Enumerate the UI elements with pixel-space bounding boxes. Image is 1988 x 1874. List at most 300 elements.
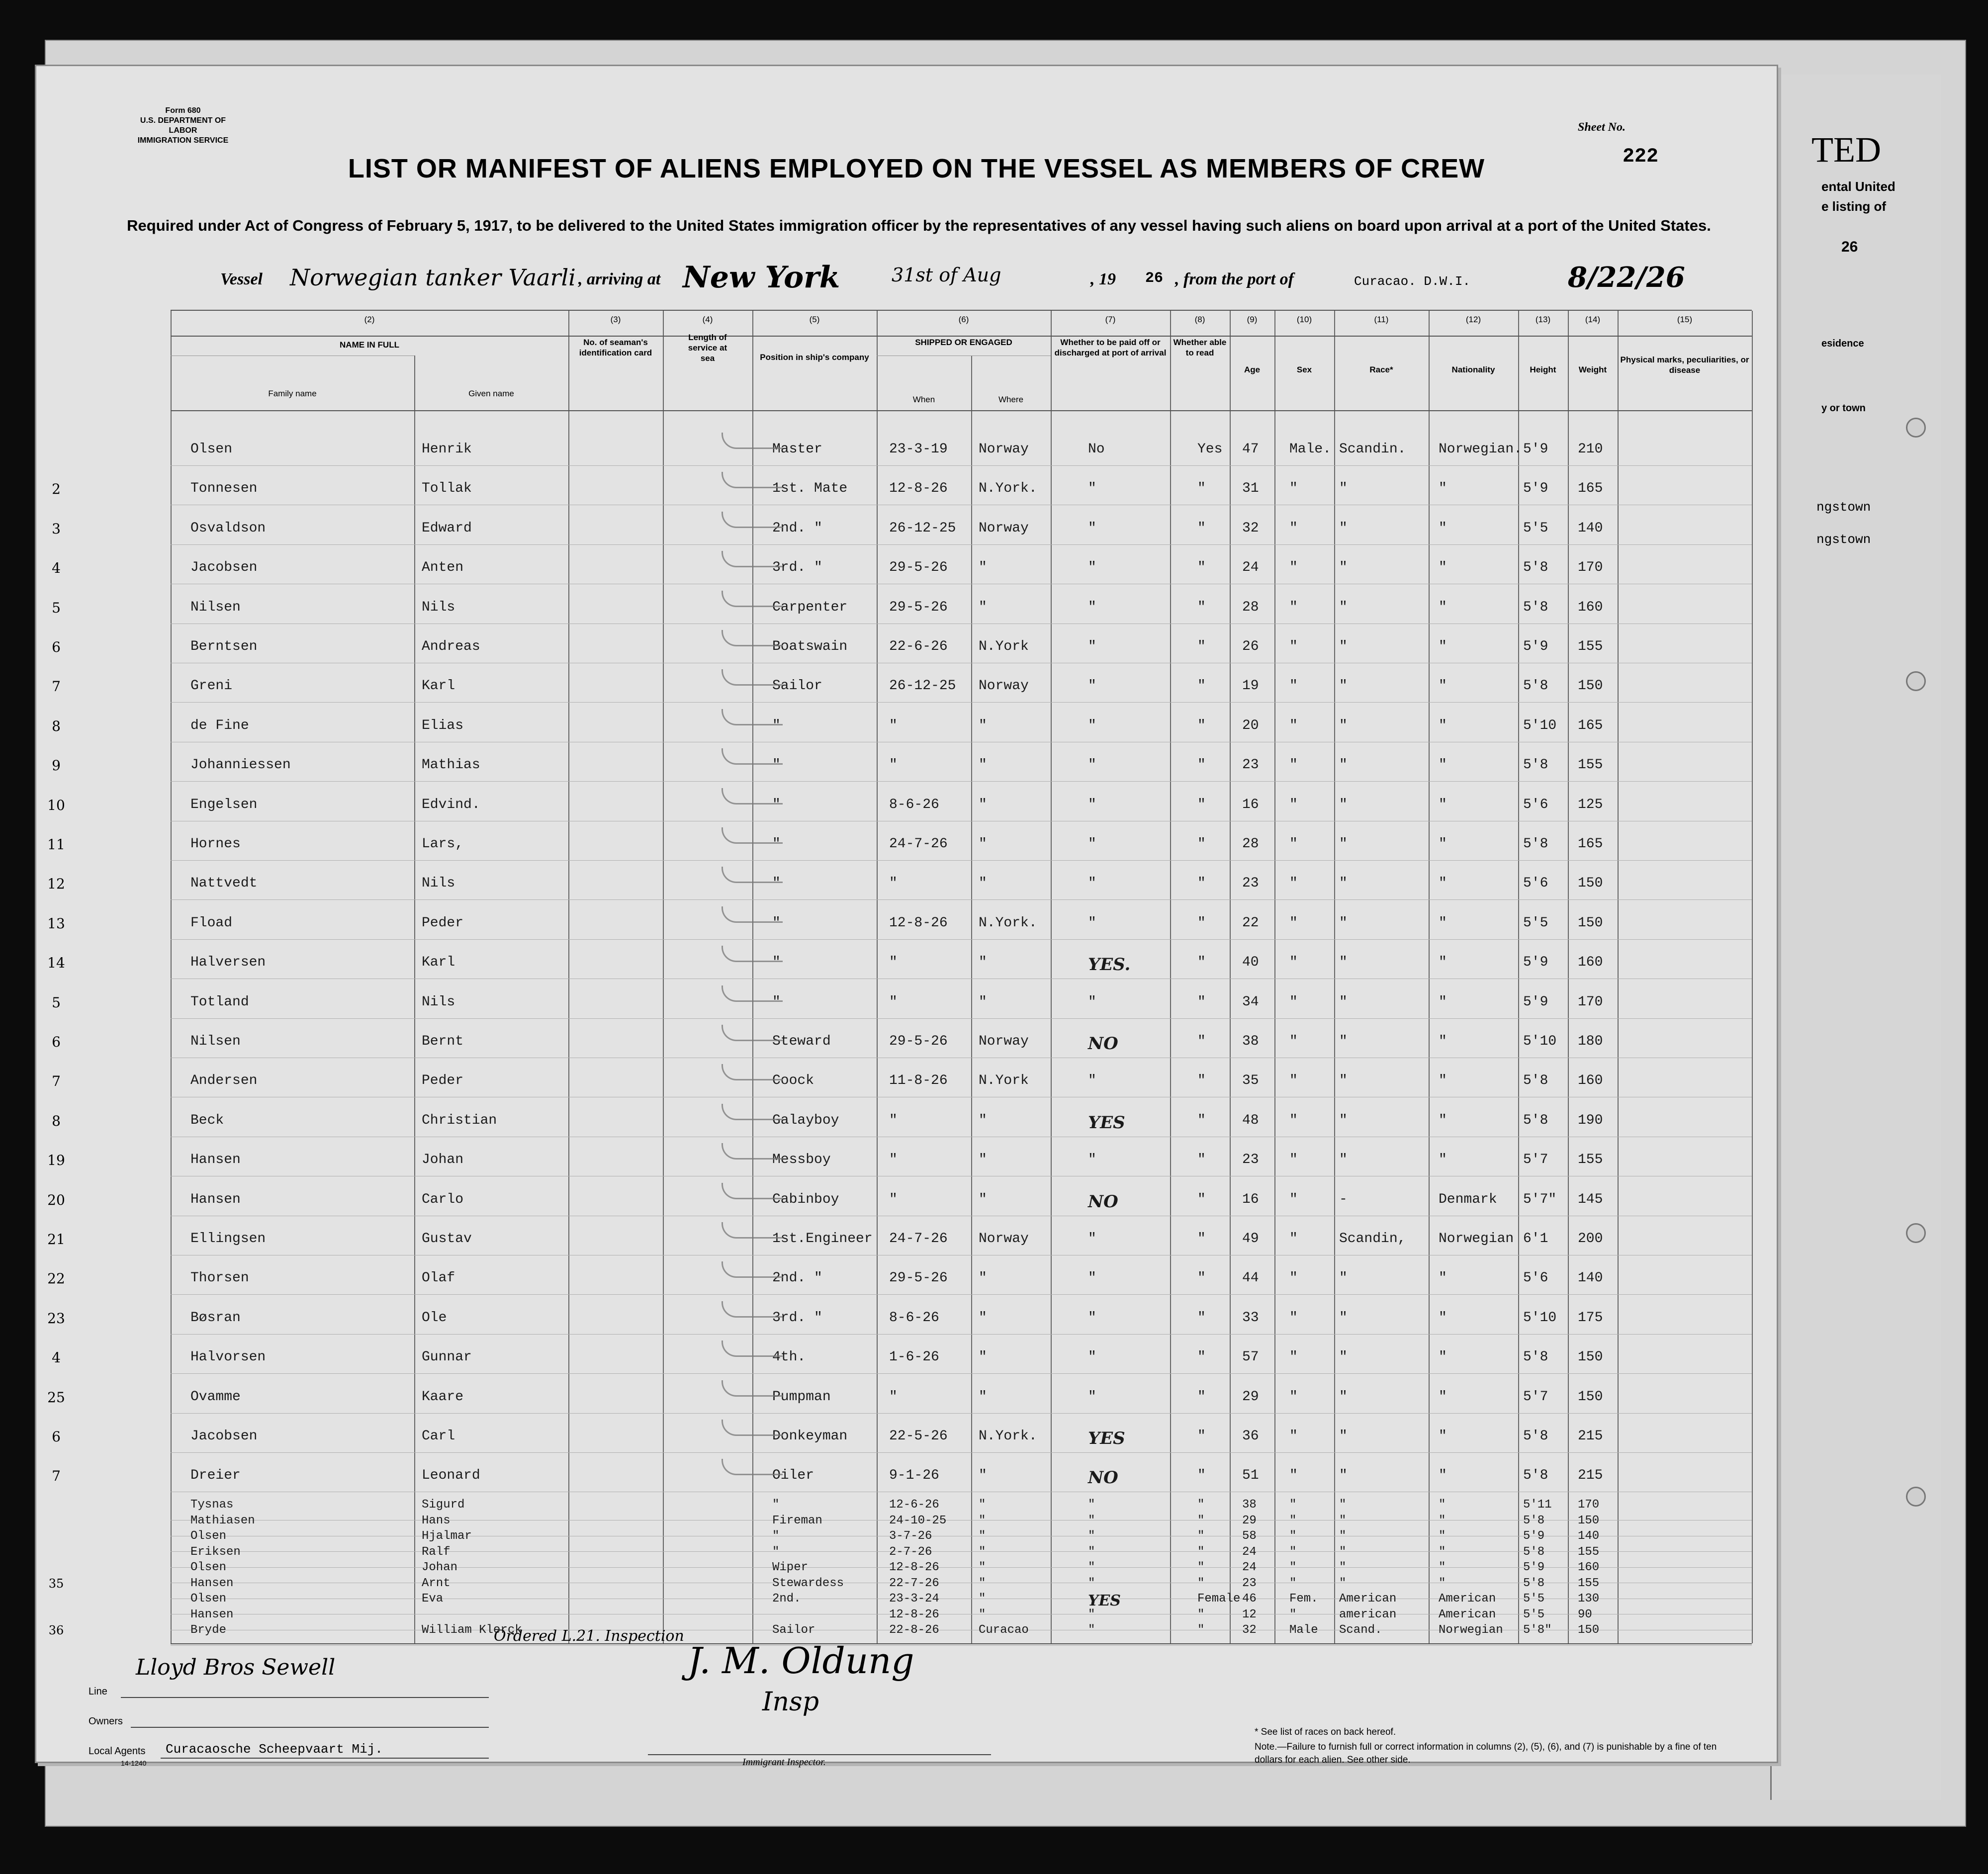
check-mark [722,669,783,686]
line-number: 7 [52,678,61,695]
cell-nationality: " [1439,797,1447,812]
cell-given: Kaare [422,1389,464,1405]
line-number: 10 [47,797,65,813]
col-10-title: Sex [1296,365,1312,374]
subtitle: Required under Act of Congress of February 5, 1917, to be delivered to the United States immigration officer by the representatives of any vessel having such aliens on board upon arrival at a port of the United States. [127,217,1711,234]
cell-when: 12-8-26 [889,915,948,931]
cell-nationality: " [1439,1349,1447,1365]
line-label: Line [89,1686,107,1697]
cell-race: " [1339,836,1348,852]
cell-weight: 215 [1578,1428,1603,1444]
cell-family: Jacobsen [190,560,258,575]
cell-read: " [1197,757,1206,773]
cell-position: " [772,915,781,931]
cell-paid-off: NO [1088,1034,1118,1054]
cell-family: Jacobsen [190,1428,258,1444]
cell-height: 5'6 [1523,876,1548,891]
cell-given: Lars, [422,836,464,852]
cell-height: 5'8 [1523,1073,1548,1088]
row-rule [171,1373,1752,1374]
check-mark [722,1459,783,1475]
cell-sex: " [1289,1310,1298,1326]
cell-weight: 160 [1578,600,1603,615]
cell-read: " [1197,915,1206,931]
cell-given: Karl [422,955,455,970]
row-rule [171,1294,1752,1295]
cell-family: Nilsen [190,1034,241,1049]
crew-row [36,1310,1777,1345]
crew-row [36,1192,1777,1227]
cell-sex: Fem. [1289,1592,1318,1606]
cell-paid-off: " [1088,757,1096,773]
cell-age: 29 [1242,1514,1257,1527]
cell-position: Boatswain [772,639,848,654]
cell-family: Halvorsen [190,1349,266,1365]
cell-family: Hansen [190,1152,241,1167]
cell-nationality: " [1439,1577,1446,1590]
cell-read: " [1197,718,1206,733]
cell-height: 6'1 [1523,1231,1548,1247]
agents-underline [161,1758,489,1759]
cell-family: Mathiasen [190,1514,255,1527]
cell-race: " [1339,876,1348,891]
cell-race: Scandin. [1339,442,1406,457]
cell-family: Dreier [190,1468,241,1483]
cell-when: 29-5-26 [889,1270,948,1286]
cell-age: 24 [1242,560,1259,575]
cell-given: Ralf [422,1545,451,1559]
cell-nationality: " [1439,876,1447,891]
cell-weight: 210 [1578,442,1603,457]
manifest-sheet [35,65,1778,1768]
cell-nationality: " [1439,1561,1446,1574]
cell-age: 20 [1242,718,1259,733]
cell-height: 5'8 [1523,1468,1548,1483]
col-5-title: Position in ship's company [760,353,869,362]
cell-nationality: " [1439,678,1447,694]
cell-read: " [1197,1231,1206,1247]
cell-weight: 125 [1578,797,1603,812]
cell-weight: 155 [1578,639,1603,654]
cell-given: Nils [422,876,455,891]
cell-age: 49 [1242,1231,1259,1247]
cell-given: Carlo [422,1192,464,1207]
cell-age: 23 [1242,876,1259,891]
cell-where: " [979,1592,986,1606]
line-number: 25 [47,1389,65,1406]
year-label: , 19 [1090,270,1116,288]
vessel-name: Norwegian tanker Vaarli [290,264,576,291]
cell-race: " [1339,797,1348,812]
col-13-number: (13) [1535,315,1551,324]
cell-position: " [772,955,781,970]
cell-family: Halversen [190,955,266,970]
cell-paid-off: " [1088,1623,1095,1637]
cell-where: Norway [979,1231,1029,1247]
cell-age: 24 [1242,1545,1257,1559]
cell-nationality: " [1439,1468,1447,1483]
cell-race: " [1339,1529,1347,1543]
cell-family: Olsen [190,442,233,457]
cell-paid-off: " [1088,718,1096,733]
cell-read: " [1197,1270,1206,1286]
cell-weight: 140 [1578,1529,1600,1543]
cell-family: Bøsran [190,1310,241,1326]
sheet-label: Sheet No. [1578,121,1626,134]
crew-row [36,600,1777,634]
cell-given: Leonard [422,1468,480,1483]
col-6-when: When [912,395,935,404]
col-3-number: (3) [610,315,621,324]
cell-paid-off: " [1088,1310,1096,1326]
cell-weight: 165 [1578,718,1603,733]
cell-race: " [1339,1498,1347,1512]
cell-height: 5'8 [1523,1428,1548,1444]
cell-age: 32 [1242,1623,1257,1637]
cell-read: " [1197,1389,1206,1405]
cell-where: Norway [979,521,1029,536]
cell-where: N.York. [979,1428,1037,1444]
cell-nationality: " [1439,1514,1446,1527]
adjacent-text-2: e listing of [1821,199,1886,214]
col-10-number: (10) [1296,315,1312,324]
cell-nationality: " [1439,1073,1447,1088]
crew-row [36,797,1777,832]
cell-family: Nattvedt [190,876,258,891]
cell-nationality: " [1439,481,1447,496]
cell-where: " [979,1389,987,1405]
cell-where: " [979,1113,987,1128]
cell-sex: " [1289,797,1298,812]
cell-race: " [1339,600,1348,615]
cell-weight: 140 [1578,521,1603,536]
cell-height: 5'6 [1523,797,1548,812]
cell-nationality: " [1439,994,1447,1010]
cell-position: Wiper [772,1561,809,1574]
cell-weight: 150 [1578,678,1603,694]
cell-family: Olsen [190,1561,227,1574]
cell-where: " [979,1498,986,1512]
cell-paid-off: " [1088,1545,1095,1559]
col-family-name: Family name [268,389,317,398]
cell-age: 26 [1242,639,1259,654]
line-number: 9 [52,757,61,774]
cell-nationality: Norwegian [1439,1623,1503,1637]
cell-position: " [772,757,781,773]
cell-race: - [1339,1192,1348,1207]
local-agents-value: Curacaosche Scheepvaart Mij. [166,1742,383,1757]
cell-height: 5'9 [1523,1529,1545,1543]
cell-read: " [1197,1034,1206,1049]
cell-when: 22-6-26 [889,639,948,654]
cell-nationality: Norwegian. [1439,442,1523,457]
cell-when: 11-8-26 [889,1073,948,1088]
crew-row [36,639,1777,674]
cell-height: 5'8 [1523,678,1548,694]
cell-read: " [1197,994,1206,1010]
cell-position: " [772,836,781,852]
cell-family: Greni [190,678,233,694]
cell-nationality: " [1439,955,1447,970]
cell-when: 24-7-26 [889,836,948,852]
cell-race: " [1339,481,1348,496]
cell-sex: " [1289,1577,1297,1590]
cell-given: Tollak [422,481,472,496]
form-code: 14-1240 [121,1759,147,1767]
cell-race: " [1339,757,1348,773]
inspector-label: Immigrant Inspector. [742,1757,826,1768]
cell-weight: 160 [1578,1073,1603,1088]
crew-row [36,876,1777,910]
row-rule [171,544,1752,545]
cell-weight: 215 [1578,1468,1603,1483]
col-7-number: (7) [1105,315,1116,324]
cell-family: Fload [190,915,233,931]
cell-nationality: " [1439,1545,1446,1559]
cell-age: 28 [1242,600,1259,615]
cell-age: 32 [1242,521,1259,536]
check-mark [722,1183,783,1199]
col-4-number: (4) [702,315,713,324]
cell-given: Johan [422,1561,458,1574]
cell-height: 5'8 [1523,1545,1545,1559]
cell-nationality: " [1439,600,1447,615]
cell-family: Thorsen [190,1270,249,1286]
cell-family: Engelsen [190,797,258,812]
cell-height: 5'5 [1523,521,1548,536]
cell-race: " [1339,1389,1348,1405]
cell-position: Oiler [772,1468,814,1483]
cell-height: 5'6 [1523,1270,1548,1286]
from-port: Curacao. D.W.I. [1354,274,1471,289]
cell-where: " [979,1192,987,1207]
crew-row [36,718,1777,753]
cell-when: 23-3-19 [889,442,948,457]
sheet-number: 222 [1623,146,1659,168]
line-number: 23 [47,1310,65,1327]
cell-when: 8-6-26 [889,1310,939,1326]
cell-read: " [1197,1113,1206,1128]
binder-ring [1906,671,1926,691]
cell-when: 22-5-26 [889,1428,948,1444]
owners-label: Owners [89,1716,123,1727]
cell-paid-off: " [1088,1561,1095,1574]
cell-paid-off: " [1088,1529,1095,1543]
check-mark [722,1301,783,1318]
cell-weight: 170 [1578,1498,1600,1512]
cell-paid-off: " [1088,915,1096,931]
cell-sex: " [1289,1192,1298,1207]
cell-height: 5'8" [1523,1623,1552,1637]
cell-race: " [1339,1577,1347,1590]
line-number: 8 [52,718,61,734]
cell-paid-off: " [1088,1152,1096,1167]
line-number: 5 [52,600,61,616]
cell-paid-off: " [1088,1270,1096,1286]
owners-underline [131,1727,489,1728]
line-number: 6 [52,639,61,655]
cell-family: Hansen [190,1577,234,1590]
adjacent-town-1: ngstown [1816,500,1871,515]
cell-sex: " [1289,994,1298,1010]
cell-sex: " [1289,718,1298,733]
col-12-title: Nationality [1451,365,1495,374]
cell-read: " [1197,560,1206,575]
cell-given: Arnt [422,1577,451,1590]
cell-age: 51 [1242,1468,1259,1483]
line-number: 7 [52,1468,61,1484]
cell-sex: " [1289,836,1298,852]
cell-weight: 150 [1578,876,1603,891]
cell-nationality: " [1439,1428,1447,1444]
cell-position: 3rd. " [772,1310,822,1326]
adjacent-year: 26 [1841,239,1858,255]
cell-when: 12-8-26 [889,481,948,496]
crew-row [36,1231,1777,1266]
line-number: 6 [52,1428,61,1445]
col-11-number: (11) [1374,315,1389,324]
crew-row [36,1428,1777,1463]
cell-sex: " [1289,757,1298,773]
check-mark [722,748,783,765]
binder-ring [1906,1223,1926,1243]
cell-where: N.York. [979,915,1037,931]
cell-weight: 150 [1578,1349,1603,1365]
cell-age: 16 [1242,1192,1259,1207]
check-mark [722,1261,783,1278]
cell-read: " [1197,521,1206,536]
cell-age: 44 [1242,1270,1259,1286]
stamp-date: 8/22/26 [1568,261,1685,294]
cell-age: 33 [1242,1310,1259,1326]
cell-nationality: American [1439,1592,1496,1606]
cell-race: " [1339,718,1348,733]
cell-given: Edward [422,521,472,536]
cell-race: " [1339,1514,1347,1527]
check-mark [722,1380,783,1397]
col-14-title: Weight [1578,365,1607,374]
crew-row [36,1073,1777,1108]
cell-position: Fireman [772,1514,822,1527]
col-11-title: Race* [1369,365,1393,374]
cell-paid-off: " [1088,481,1096,496]
cell-nationality: " [1439,836,1447,852]
cell-weight: 180 [1578,1034,1603,1049]
cell-height: 5'9 [1523,481,1548,496]
from-label: , from the port of [1175,270,1294,288]
cell-paid-off: " [1088,560,1096,575]
row-rule [171,1413,1752,1414]
row-rule [171,1018,1752,1019]
cell-weight: 150 [1578,1623,1600,1637]
cell-race: " [1339,1310,1348,1326]
cell-height: 5'5 [1523,1608,1545,1621]
line-number: 11 [47,836,65,853]
cell-family: Tysnas [190,1498,234,1512]
cell-race: " [1339,1270,1348,1286]
cell-race: " [1339,1113,1348,1128]
cell-position: Pumpman [772,1389,831,1405]
cell-weight: 155 [1578,757,1603,773]
cell-paid-off: " [1088,678,1096,694]
cell-race: " [1339,1561,1347,1574]
cell-age: 29 [1242,1389,1259,1405]
cell-read: " [1197,1608,1205,1621]
cell-given: Mathias [422,757,480,773]
col-6-number: (6) [958,315,969,324]
cell-where: " [979,1468,987,1483]
cell-given: Peder [422,1073,464,1088]
arriving-port: New York [683,260,840,295]
cell-given: Henrik [422,442,472,457]
cell-where: " [979,1349,987,1365]
col-14-number: (14) [1585,315,1601,324]
cell-weight: 155 [1578,1545,1600,1559]
check-mark [722,985,783,1002]
cell-read: " [1197,1577,1205,1590]
col-9-number: (9) [1247,315,1258,324]
cell-read: " [1197,1529,1205,1543]
cell-where: " [979,836,987,852]
cell-given: Christian [422,1113,497,1128]
cell-sex: " [1289,1270,1298,1286]
cell-sex: " [1289,1113,1298,1128]
cell-where: " [979,1577,986,1590]
row-rule [171,1334,1752,1335]
cell-when: 12-8-26 [889,1561,939,1574]
col-13-title: Height [1530,365,1556,374]
cell-given: Edvind. [422,797,480,812]
cell-when: " [889,1113,898,1128]
cell-given: William Klerck [422,1623,522,1637]
row-rule [171,702,1752,703]
crew-row [36,915,1777,950]
cell-when: " [889,955,898,970]
cell-age: 34 [1242,994,1259,1010]
races-note: * See list of races on back hereof. [1255,1727,1396,1737]
cell-nationality: " [1439,1529,1446,1543]
cell-where: " [979,1608,986,1621]
cell-sex: " [1289,1034,1298,1049]
cell-given: Bernt [422,1034,464,1049]
cell-height: 5'9 [1523,955,1548,970]
cell-family: Totland [190,994,249,1010]
cell-when: 9-1-26 [889,1468,939,1483]
cell-paid-off: " [1088,639,1096,654]
cell-read: " [1197,678,1206,694]
cell-nationality: " [1439,718,1447,733]
cell-weight: 155 [1578,1152,1603,1167]
cell-read: " [1197,600,1206,615]
row-rule [171,899,1752,900]
cell-race: " [1339,1545,1347,1559]
cell-height: 5'8 [1523,1514,1545,1527]
cell-race: " [1339,560,1348,575]
inspector-title: Insp [762,1687,819,1717]
crew-row [36,678,1777,713]
cell-paid-off: " [1088,1073,1096,1088]
cell-family: Eriksen [190,1545,241,1559]
check-mark [722,788,783,804]
cell-sex: " [1289,1073,1298,1088]
cell-where: Curacao [979,1623,1029,1637]
cell-family: Osvaldson [190,521,266,536]
cell-given: Eva [422,1592,444,1606]
cell-where: " [979,757,987,773]
check-mark [722,709,783,725]
arriving-date: 31st of Aug [892,264,1001,286]
check-mark [722,1340,783,1357]
